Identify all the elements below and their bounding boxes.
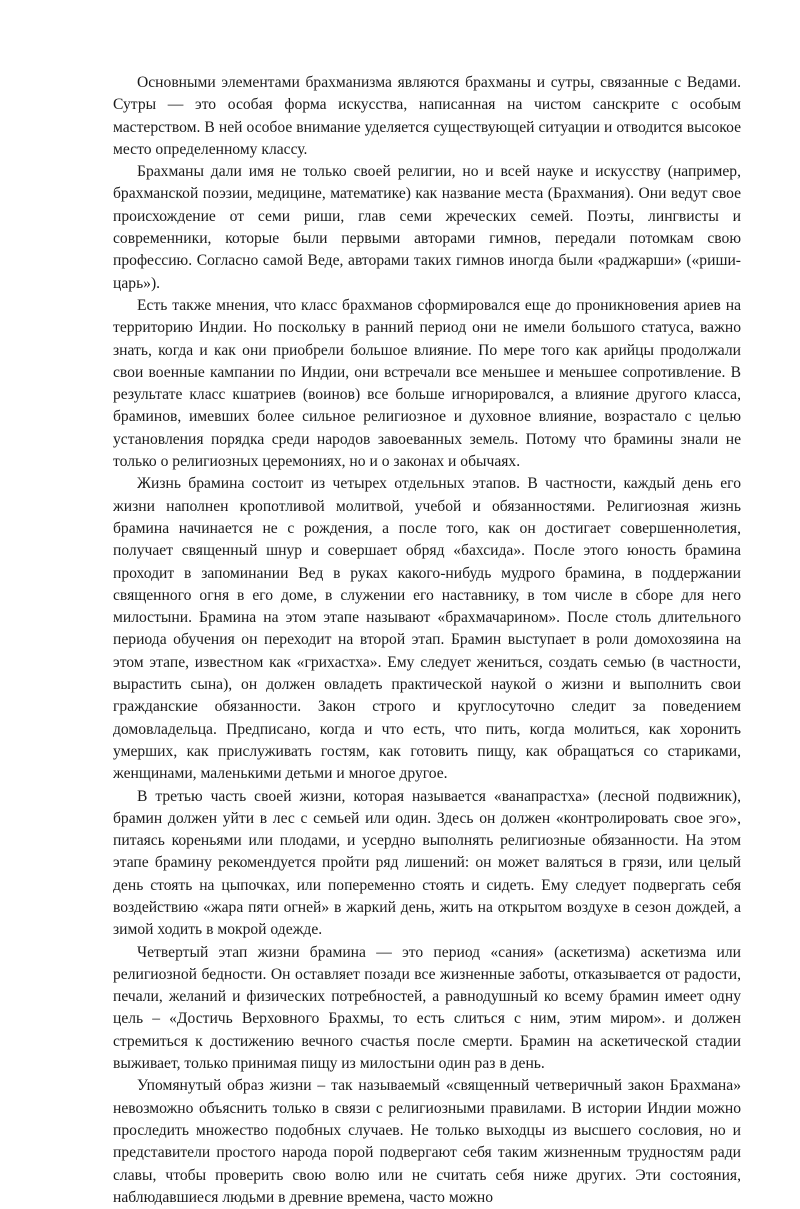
- paragraph-1: Основными элементами брахманизма являются брахманы и сутры, связанные с Ведами. Сутры — это особая форма искусства, написанная на чистом санскрите с особым мастерством. В ней особое внимание уделяется существующей ситуации и отводится высокое место определенному классу.: [113, 74, 741, 158]
- paragraph-4: Жизнь брамина состоит из четырех отдельных этапов. В частности, каждый день его жизни наполнен кропотливой молитвой, учебой и обязанностями. Религиозная жизнь брамина начинается не с рождения, а после того, как он достигает совершеннолетия, получает священный шнур и совершает обряд «бахсида». После этого юность брамина проходит в запоминании Вед в руках какого-нибудь мудрого брамина, в поддержании священного огня в его доме, в служении его наставнику, в том числе в сборе для него милостыни. Брамина на этом этапе называют «брахмачарином». После столь длительного периода обучения он переходит на второй этап. Брамин выступает в роли домохозяина на этом этапе, известном как «грихастха». Ему следует жениться, создать семью (в частности, вырастить сына), он должен овладеть практической наукой о жизни и выполнить свои гражданские обязанности. Закон строго и круглосуточно следит за поведением домовладельца. Предписано, когда и что есть, что пить, когда молиться, как хоронить умерших, как прислуживать гостям, как готовить пищу, как обращаться со стариками, женщинами, маленькими детьми и многое другое.: [113, 475, 741, 783]
- paragraph-2: Брахманы дали имя не только своей религии, но и всей науке и искусству (например, брахманской поэзии, медицине, математике) как название места (Брахмания). Они ведут свое происхождение от семи риши, глав семи жреческих семей. Поэты, лингвисты и современники, которые были первыми авторами гимнов, передали потомкам свою профессию. Согласно самой Веде, авторами таких гимнов иногда были «раджарши» («риши-царь»).: [113, 163, 741, 292]
- paragraph-3: Есть также мнения, что класс брахманов сформировался еще до проникновения ариев на территорию Индии. Но поскольку в ранний период они не имели большого статуса, важно знать, когда и как они приобрели большое влияние. По мере того как арийцы продолжали свои военные кампании по Индии, они встречали все меньшее и меньшее сопротивление. В результате класс кшатриев (воинов) все больше игнорировался, а влияние другого класса, браминов, имевших более сильное религиозное и духовное влияние, возрастало с целью установления порядка среди народов завоеванных земель. Потому что брамины знали не только о религиозных церемониях, но и о законах и обычаях.: [113, 296, 741, 471]
- paragraph-7: Упомянутый образ жизни – так называемый «священный четверичный закон Брахмана» невозможно объяснить только в связи с религиозными правилами. В истории Индии можно проследить множество подобных случаев. Не только выходцы из высшего сословия, но и представители простого народа порой подвергают себя таким жизненным трудностям ради славы, чтобы проверить свою волю или не считать себя ниже других. Эти состояния, наблюдавшиеся людьми в древние времена, часто можно: [113, 1077, 741, 1206]
- document-page: [113, 72, 741, 1209]
- paragraph-6: Четвертый этап жизни брамина — это период «сания» (аскетизма) аскетизма или религиозной бедности. Он оставляет позади все жизненные заботы, отказывается от радости, печали, желаний и физических потребностей, а равнодушный ко всему брамин имеет одну цель – «Достичь Верховного Брахмы, то есть слиться с ним, этим миром». и должен стремиться к достижению вечного счастья после смерти. Брамин на аскетической стадии выживает, только принимая пищу из милостыни один раз в день.: [113, 943, 741, 1073]
- paragraph-5: В третью часть своей жизни, которая называется «ванапрастха» (лесной подвижник), брамин должен уйти в лес с семьей или один. Здесь он должен «контролировать свое эго», питаясь кореньями или плодами, и усердно выполнять религиозные обязанности. На этом этапе брамину рекомендуется пройти ряд лишений: он может валяться в грязи, или целый день стоять на цыпочках, или попеременно стоять и сидеть. Ему следует подвергать себя воздействию «жара пяти огней» в жаркий день, жить на открытом воздухе в сезон дождей, а зимой ходить в мокрой одежде.: [113, 787, 741, 939]
